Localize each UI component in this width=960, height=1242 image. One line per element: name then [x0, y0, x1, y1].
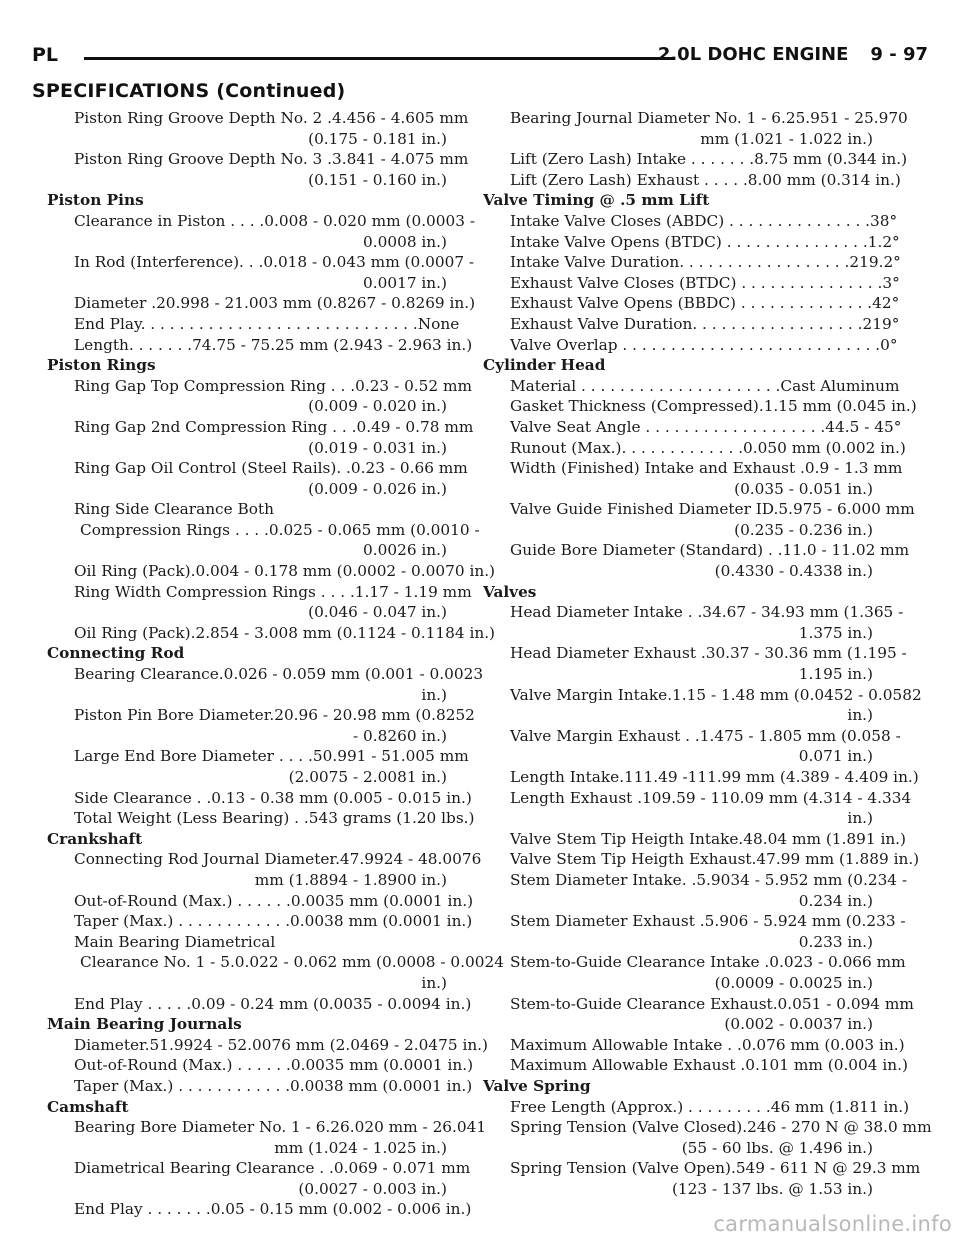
- spec-line: Valve Stem Tip Heigth Exhaust.47.99 mm (1.889 in.): [510, 850, 920, 869]
- spec-line: Valve Stem Tip Heigth Intake.48.04 mm (1.891 in.): [510, 829, 907, 848]
- spec-line: Diameter .20.998 - 21.003 mm (0.8267 - 0.8269 in.): [74, 294, 476, 313]
- header-code: PL: [32, 44, 59, 66]
- spec-line: Large End Bore Diameter . . . .50.991 - 51.005 mm: [74, 747, 469, 766]
- spec-line: Intake Valve Opens (BTDC) . . . . . . . . . . . . . . .1.2°: [510, 232, 900, 251]
- spec-line-continuation: (123 - 137 lbs. @ 1.53 in.): [671, 1179, 873, 1198]
- spec-line-continuation: mm (1.8894 - 1.8900 in.): [254, 870, 447, 889]
- spec-line-continuation: (55 - 60 lbs. @ 1.496 in.): [681, 1138, 873, 1157]
- page-number: 9 - 97: [870, 44, 928, 65]
- spec-line: Intake Valve Closes (ABDC) . . . . . . . . . . . . . . .38°: [510, 211, 898, 230]
- spec-line-continuation: 0.0017 in.): [363, 273, 447, 292]
- spec-line: Ring Width Compression Rings . . . .1.17 - 1.19 mm: [74, 582, 472, 601]
- spec-line: Length Exhaust .109.59 - 110.09 mm (4.314 - 4.334: [510, 788, 912, 807]
- spec-line-continuation: (0.4330 - 0.4338 in.): [714, 562, 873, 581]
- spec-line: Bearing Journal Diameter No. 1 - 6.25.951 - 25.970: [510, 109, 908, 127]
- spec-line-continuation: (0.175 - 0.181 in.): [308, 129, 447, 148]
- spec-category-heading: Crankshaft: [47, 829, 143, 848]
- section-title: SPECIFICATIONS (Continued): [32, 80, 346, 102]
- spec-line: Lift (Zero Lash) Intake . . . . . . .8.75 mm (0.344 in.): [510, 150, 908, 169]
- spec-line-continuation: 1.195 in.): [798, 665, 873, 684]
- spec-line: Diametrical Bearing Clearance . .0.069 - 0.071 mm: [74, 1159, 471, 1178]
- spec-line: Width (Finished) Intake and Exhaust .0.9 - 1.3 mm: [510, 459, 903, 478]
- spec-line: Spring Tension (Valve Open).549 - 611 N @ 29.3 mm: [510, 1159, 921, 1178]
- spec-line: Spring Tension (Valve Closed).246 - 270 N @ 38.0 mm: [510, 1118, 932, 1137]
- spec-line-continuation: (0.009 - 0.020 in.): [308, 397, 447, 416]
- spec-line: Valve Margin Intake.1.15 - 1.48 mm (0.0452 - 0.0582: [510, 685, 922, 704]
- spec-line-continuation: in.): [421, 685, 447, 704]
- spec-line-continuation: (0.035 - 0.051 in.): [734, 479, 873, 498]
- spec-line: Exhaust Valve Duration. . . . . . . . . . . . . . . . . .219°: [510, 314, 900, 333]
- spec-category-heading: Valve Timing @ .5 mm Lift: [483, 191, 710, 210]
- spec-line: Length Intake.111.49 -111.99 mm (4.389 - 4.409 in.): [510, 768, 919, 786]
- spec-line: Compression Rings . . . .0.025 - 0.065 mm (0.0010 -: [80, 520, 480, 539]
- spec-line: Maximum Allowable Intake . .0.076 mm (0.003 in.): [510, 1035, 905, 1054]
- spec-line-continuation: 1.375 in.): [798, 623, 873, 642]
- spec-column-left: [47, 108, 504, 1220]
- spec-line: Piston Pin Bore Diameter.20.96 - 20.98 mm (0.8252: [74, 706, 475, 725]
- spec-line: Bearing Bore Diameter No. 1 - 6.26.020 mm - 26.041: [74, 1118, 487, 1137]
- spec-line: Maximum Allowable Exhaust .0.101 mm (0.004 in.): [510, 1056, 908, 1075]
- spec-line: Piston Ring Groove Depth No. 3 .3.841 - 4.075 mm: [74, 150, 469, 169]
- spec-line: Valve Seat Angle . . . . . . . . . . . . . . . . . . .44.5 - 45°: [510, 417, 902, 436]
- spec-line-continuation: (0.0027 - 0.003 in.): [298, 1179, 447, 1198]
- spec-line: Stem Diameter Intake. .5.9034 - 5.952 mm (0.234 -: [510, 870, 908, 889]
- spec-category-heading: Connecting Rod: [47, 644, 185, 663]
- spec-line: Valve Guide Finished Diameter ID.5.975 - 6.000 mm: [510, 500, 915, 519]
- spec-line: Ring Gap Top Compression Ring . . .0.23 - 0.52 mm: [74, 376, 472, 395]
- spec-line: Length. . . . . . .74.75 - 75.25 mm (2.943 - 2.963 in.): [74, 335, 473, 354]
- spec-column-right: [483, 108, 932, 1199]
- spec-line-continuation: in.): [421, 973, 447, 992]
- spec-line: Piston Ring Groove Depth No. 2 .4.456 - 4.605 mm: [74, 109, 469, 127]
- spec-line: Clearance in Piston . . . .0.008 - 0.020 mm (0.0003 -: [74, 211, 476, 230]
- header-right: [658, 44, 928, 65]
- spec-line: Stem-to-Guide Clearance Exhaust.0.051 - 0.094 mm: [510, 994, 914, 1013]
- spec-line: Side Clearance . .0.13 - 0.38 mm (0.005 - 0.015 in.): [74, 788, 472, 807]
- spec-line-continuation: (0.0009 - 0.0025 in.): [714, 973, 873, 992]
- header-rule: [84, 57, 674, 60]
- spec-line: Taper (Max.) . . . . . . . . . . . .0.0038 mm (0.0001 in.): [74, 912, 473, 931]
- spec-line: Out-of-Round (Max.) . . . . . .0.0035 mm (0.0001 in.): [74, 891, 474, 910]
- spec-category-heading: Main Bearing Journals: [47, 1015, 242, 1034]
- spec-line-continuation: (0.019 - 0.031 in.): [308, 438, 447, 457]
- spec-line: Head Diameter Intake . .34.67 - 34.93 mm (1.365 -: [510, 603, 904, 622]
- spec-line-continuation: (0.235 - 0.236 in.): [734, 520, 873, 539]
- spec-line-continuation: 0.0008 in.): [363, 232, 447, 251]
- spec-line: Total Weight (Less Bearing) . .543 grams (1.20 lbs.): [74, 809, 475, 828]
- spec-line: Material . . . . . . . . . . . . . . . . . . . . .Cast Aluminum: [510, 376, 900, 395]
- spec-line-continuation: (0.046 - 0.047 in.): [308, 603, 447, 622]
- spec-line: In Rod (Interference). . .0.018 - 0.043 mm (0.0007 -: [74, 253, 475, 272]
- spec-line-continuation: in.): [847, 809, 873, 828]
- spec-line-continuation: 0.0026 in.): [363, 541, 447, 560]
- spec-line-continuation: 0.071 in.): [798, 747, 873, 766]
- watermark-text: carmanualsonline.info: [713, 1212, 952, 1236]
- spec-line-continuation: mm (1.024 - 1.025 in.): [274, 1138, 447, 1157]
- spec-line: Free Length (Approx.) . . . . . . . . .46 mm (1.811 in.): [510, 1097, 910, 1116]
- spec-line: Gasket Thickness (Compressed).1.15 mm (0.045 in.): [510, 397, 917, 416]
- spec-category-heading: Cylinder Head: [483, 356, 606, 375]
- spec-line: End Play . . . . .0.09 - 0.24 mm (0.0035 - 0.0094 in.): [74, 994, 472, 1013]
- spec-line: Ring Side Clearance Both: [74, 500, 274, 519]
- spec-line-continuation: (0.002 - 0.0037 in.): [724, 1015, 873, 1034]
- spec-line: Guide Bore Diameter (Standard) . .11.0 - 11.02 mm: [510, 541, 910, 560]
- spec-line: Head Diameter Exhaust .30.37 - 30.36 mm (1.195 -: [510, 644, 907, 663]
- spec-line: Connecting Rod Journal Diameter.47.9924 - 48.0076: [74, 850, 482, 869]
- header-section: 2.0L DOHC ENGINE: [657, 44, 849, 65]
- spec-line: Intake Valve Duration. . . . . . . . . . . . . . . . . .219.2°: [510, 253, 901, 272]
- spec-line-continuation: 0.233 in.): [798, 932, 873, 951]
- spec-line: Stem Diameter Exhaust .5.906 - 5.924 mm (0.233 -: [510, 912, 906, 931]
- spec-line: End Play . . . . . . .0.05 - 0.15 mm (0.002 - 0.006 in.): [74, 1200, 472, 1219]
- spec-line: Ring Gap Oil Control (Steel Rails). .0.23 - 0.66 mm: [74, 459, 468, 478]
- spec-line: Clearance No. 1 - 5.0.022 - 0.062 mm (0.0008 - 0.0024: [80, 953, 504, 972]
- spec-line: Runout (Max.). . . . . . . . . . . . .0.050 mm (0.002 in.): [510, 438, 906, 457]
- spec-category-heading: Valve Spring: [483, 1076, 591, 1095]
- spec-line-continuation: - 0.8260 in.): [353, 726, 447, 745]
- spec-line-continuation: in.): [847, 706, 873, 725]
- spec-line-continuation: 0.234 in.): [798, 891, 873, 910]
- spec-line-continuation: (0.151 - 0.160 in.): [308, 170, 447, 189]
- page-header: [32, 44, 928, 72]
- spec-line: Out-of-Round (Max.) . . . . . .0.0035 mm (0.0001 in.): [74, 1056, 474, 1075]
- spec-category-heading: Piston Pins: [47, 191, 144, 210]
- spec-category-heading: Camshaft: [47, 1097, 129, 1116]
- spec-line: Lift (Zero Lash) Exhaust . . . . .8.00 mm (0.314 in.): [510, 170, 901, 189]
- spec-line: Valve Overlap . . . . . . . . . . . . . . . . . . . . . . . . . . .0°: [510, 335, 898, 354]
- spec-category-heading: Valves: [483, 582, 537, 601]
- spec-line: Bearing Clearance.0.026 - 0.059 mm (0.001 - 0.0023: [74, 665, 484, 684]
- spec-line-continuation: mm (1.021 - 1.022 in.): [700, 129, 873, 148]
- spec-line-continuation: (2.0075 - 2.0081 in.): [288, 768, 447, 786]
- spec-line: Main Bearing Diametrical: [74, 932, 276, 951]
- spec-line: Exhaust Valve Opens (BBDC) . . . . . . . . . . . . . .42°: [510, 294, 900, 313]
- spec-category-heading: Piston Rings: [47, 356, 156, 375]
- spec-line: End Play. . . . . . . . . . . . . . . . . . . . . . . . . . . . .None: [74, 314, 460, 333]
- spec-line: Oil Ring (Pack).0.004 - 0.178 mm (0.0002 - 0.0070 in.): [74, 562, 496, 581]
- spec-line: Ring Gap 2nd Compression Ring . . .0.49 - 0.78 mm: [74, 417, 474, 436]
- spec-line-continuation: (0.009 - 0.026 in.): [308, 479, 447, 498]
- spec-line: Valve Margin Exhaust . .1.475 - 1.805 mm (0.058 -: [510, 726, 901, 745]
- spec-line: Exhaust Valve Closes (BTDC) . . . . . . . . . . . . . . .3°: [510, 273, 900, 292]
- spec-line: Taper (Max.) . . . . . . . . . . . .0.0038 mm (0.0001 in.): [74, 1076, 473, 1095]
- spec-line: Stem-to-Guide Clearance Intake .0.023 - 0.066 mm: [510, 953, 906, 972]
- spec-line: Oil Ring (Pack).2.854 - 3.008 mm (0.1124 - 0.1184 in.): [74, 623, 496, 642]
- spec-line: Diameter.51.9924 - 52.0076 mm (2.0469 - 2.0475 in.): [74, 1035, 489, 1054]
